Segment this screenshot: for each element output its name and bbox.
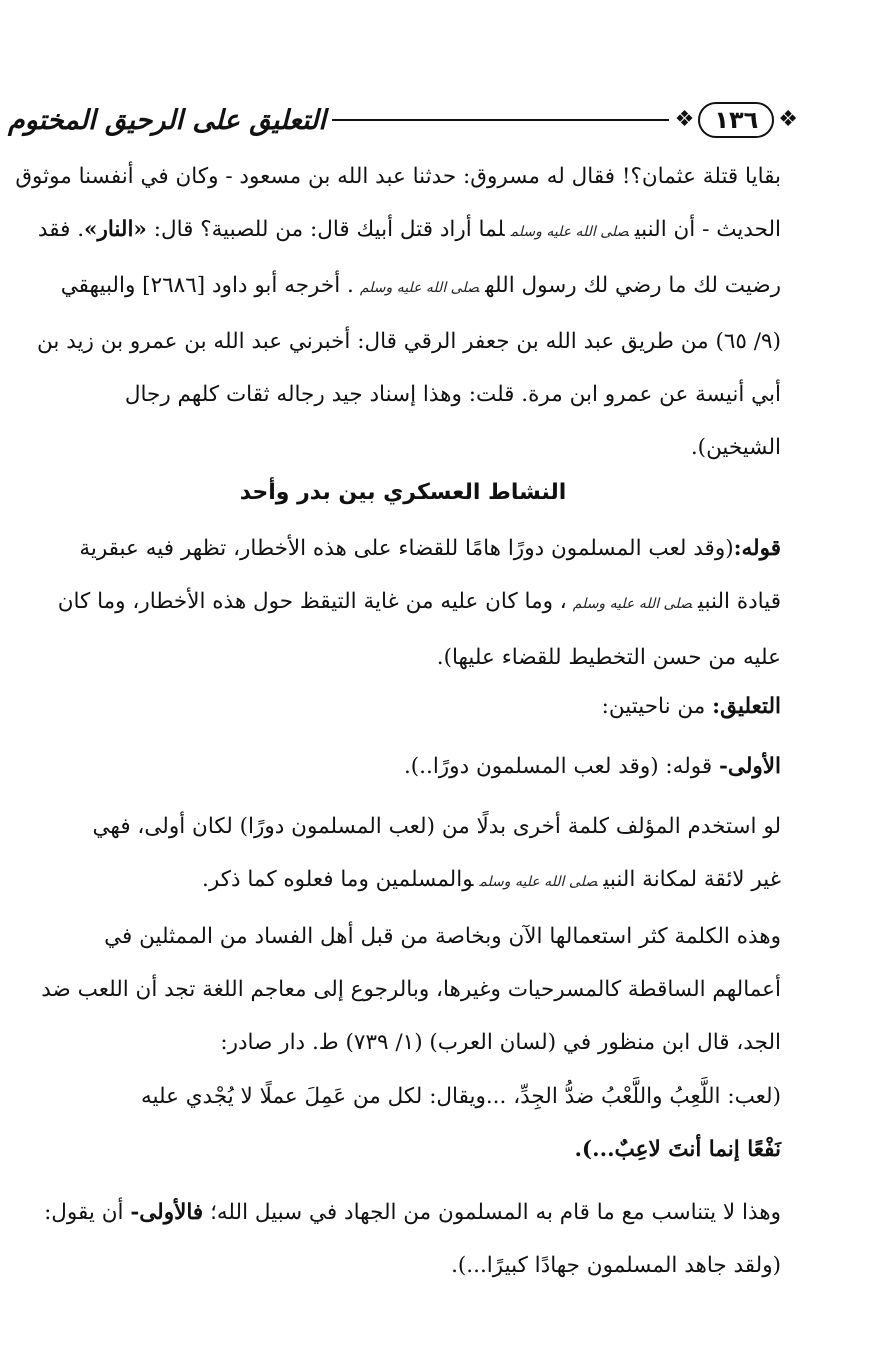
- line: (ولقد جاهد المسلمون جهادًا كبيرًا...).: [451, 1253, 781, 1278]
- paragraph-6: [11, 910, 781, 1069]
- line: رضيت لك ما رضي لك رسول اللهصلى الله عليه وسلم. أخرجه أبو داود [٢٦٨٦] والبيهقي: [60, 273, 781, 298]
- line: نَفْعًا إنما أنتَ لاعِبٌ...).: [574, 1137, 781, 1162]
- section-heading: النشاط العسكري بين بدر وأحد: [239, 480, 567, 505]
- page-header: [8, 95, 798, 145]
- line: أبي أنيسة عن عمرو ابن مرة. قلت: وهذا إسناد جيد رجاله ثقات كلهم رجال: [124, 382, 781, 407]
- paragraph-3: [11, 680, 781, 733]
- line: غير لائقة لمكانة النبيصلى الله عليه وسلموالمسلمين وما فعلوه كما ذكر.: [202, 867, 781, 892]
- label: قوله:: [733, 536, 781, 561]
- line: قيادة النبيصلى الله عليه وسلم، وما كان عليه من غاية التيقظ حول هذه الأخطار، وما كان: [57, 589, 781, 614]
- paragraph-1: [11, 150, 781, 474]
- line: وهذه الكلمة كثر استعمالها الآن وبخاصة من قبل أهل الفساد من الممثلين في: [104, 924, 781, 949]
- honorific: صلى الله عليه وسلم: [479, 874, 598, 890]
- line: الأولى- قوله: (وقد لعب المسلمون دورًا..).: [403, 754, 781, 779]
- line: الشيخين).: [690, 435, 781, 460]
- line: (لعب: اللَّعِبُ واللَّعْبُ ضدُّ الجِدِّ، ...ويقال: لكل من عَمِلَ عملًا لا يُجْدي عليه: [140, 1084, 781, 1109]
- line: لو استخدم المؤلف كلمة أخرى بدلًا من (لعب المسلمون دورًا) لكان أولى، فهي: [92, 814, 781, 839]
- left-ornament-icon: ❖: [674, 107, 695, 132]
- paragraph-4: [11, 740, 781, 793]
- honorific: صلى الله عليه وسلم: [510, 224, 629, 240]
- line: التعليق: من ناحيتين:: [601, 694, 781, 719]
- paragraph-5: [11, 800, 781, 909]
- label: فالأولى-: [130, 1200, 204, 1225]
- right-ornament-icon: ❖: [778, 107, 798, 132]
- label: التعليق:: [712, 694, 781, 719]
- line: الجد، قال ابن منظور في (لسان العرب) (١/ ٧٣٩) ط. دار صادر:: [220, 1030, 781, 1055]
- paragraph-7: [11, 1070, 781, 1176]
- header-rule: [332, 119, 669, 121]
- line: وهذا لا يتناسب مع ما قام به المسلمون من الجهاد في سبيل الله؛ فالأولى- أن يقول:: [44, 1200, 781, 1225]
- running-title: التعليق على الرحيق المختوم: [8, 104, 326, 136]
- line: (٩/ ٦٥) من طريق عبد الله بن جعفر الرقي قال: أخبرني عبد الله بن عمرو بن زيد بن: [37, 329, 781, 354]
- honorific: صلى الله عليه وسلم: [572, 596, 693, 612]
- line: أعمالهم الساقطة كالمسرحيات وغيرها، وبالرجوع إلى معاجم اللغة تجد أن اللعب ضد: [41, 977, 781, 1002]
- page-number-ornament: [675, 102, 798, 138]
- paragraph-2: [11, 522, 781, 684]
- line: قوله:(وقد لعب المسلمون دورًا هامًا للقضاء على هذه الأخطار، تظهر فيه عبقرية: [79, 536, 781, 561]
- label: الأولى-: [718, 754, 781, 779]
- line: بقايا قتلة عثمان؟! فقال له مسروق: حدثنا عبد الله بن مسعود - وكان في أنفسنا موثوق: [15, 164, 781, 189]
- line: الحديث - أن النبيصلى الله عليه وسلملما أراد قتل أبيك قال: من للصبية؟ قال: «النار». فقد: [37, 217, 781, 242]
- paragraph-8: [11, 1186, 781, 1292]
- page-number: ١٣٦: [698, 102, 774, 138]
- line: عليه من حسن التخطيط للقضاء عليها).: [436, 645, 781, 670]
- honorific: صلى الله عليه وسلم: [359, 280, 480, 296]
